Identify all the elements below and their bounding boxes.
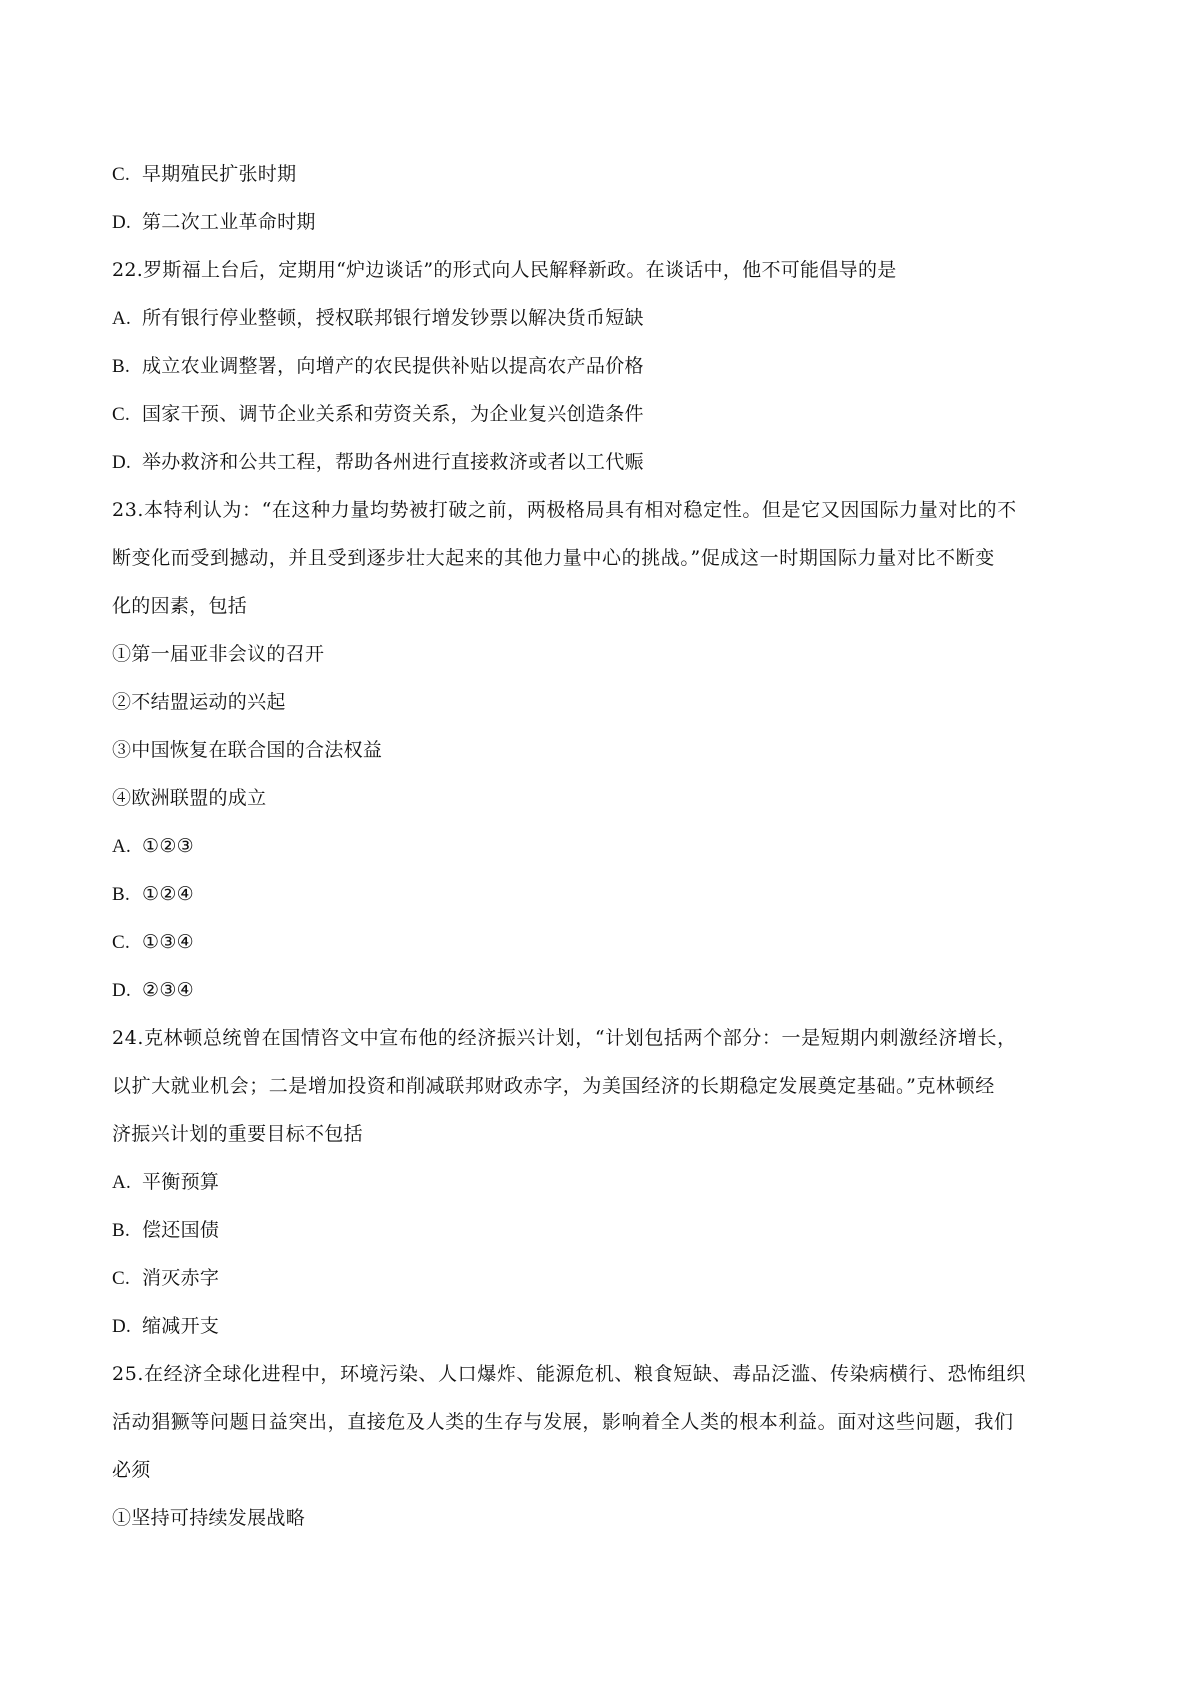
option-text: 国家干预、调节企业关系和劳资关系，为企业复兴创造条件	[142, 403, 644, 425]
q24-option-b	[112, 1206, 1092, 1254]
option-text: ①②③	[142, 835, 194, 857]
q24-stem-line-2: 以扩大就业机会；二是增加投资和削减联邦财政赤字，为美国经济的长期稳定发展奠定基础。”克林顿经	[112, 1075, 995, 1097]
option-text: ①③④	[142, 931, 194, 953]
q25-stem-line-3: 必须	[112, 1459, 151, 1481]
option-letter: A.	[112, 836, 132, 857]
option-letter: C.	[112, 932, 131, 953]
option-letter: A.	[112, 1172, 132, 1193]
option-letter: C.	[112, 164, 131, 185]
option-text: 偿还国债	[142, 1219, 220, 1241]
q23-stem-line-2: 断变化而受到撼动，并且受到逐步壮大起来的其他力量中心的挑战。”促成这一时期国际力量对比不断变	[112, 547, 995, 569]
q24-option-d	[112, 1302, 1092, 1350]
q22-stem: 22.罗斯福上台后，定期用“炉边谈话”的形式向人民解释新政。在谈话中，他不可能倡导的是	[112, 259, 897, 281]
q24-option-c	[112, 1254, 1092, 1302]
q24-option-a	[112, 1158, 1092, 1206]
option-letter: B.	[112, 1220, 131, 1241]
option-letter: B.	[112, 356, 131, 377]
option-text: 第二次工业革命时期	[142, 211, 316, 233]
option-text: ②③④	[142, 979, 194, 1001]
option-text: ①②④	[142, 883, 194, 905]
option-letter: D.	[112, 980, 132, 1001]
option-text: 所有银行停业整顿，授权联邦银行增发钞票以解决货币短缺	[142, 307, 644, 329]
question-content	[112, 150, 1092, 1542]
option-text: 早期殖民扩张时期	[142, 163, 297, 185]
option-text: 举办救济和公共工程，帮助各州进行直接救济或者以工代赈	[142, 451, 644, 473]
q23-item-4: ④欧洲联盟的成立	[112, 787, 267, 809]
q23-item-3: ③中国恢复在联合国的合法权益	[112, 739, 383, 761]
option-letter: C.	[112, 404, 131, 425]
option-letter: B.	[112, 884, 131, 905]
q23-option-a	[112, 822, 1092, 870]
q23-stem-line-1: 23.本特利认为：“在这种力量均势被打破之前，两极格局具有相对稳定性。但是它又因国际力量对比的不	[112, 499, 1017, 521]
q23-option-c	[112, 918, 1092, 966]
q22-option-b	[112, 342, 1092, 390]
q24-stem-line-3: 济振兴计划的重要目标不包括	[112, 1123, 363, 1145]
q23-stem-line-3: 化的因素，包括	[112, 595, 248, 617]
q23-item-2: ②不结盟运动的兴起	[112, 691, 286, 713]
option-letter: D.	[112, 212, 132, 233]
option-text: 消灭赤字	[142, 1267, 220, 1289]
option-letter: C.	[112, 1268, 131, 1289]
q23-item-1: ①第一届亚非会议的召开	[112, 643, 325, 665]
option-letter: D.	[112, 1316, 132, 1337]
q23-option-b	[112, 870, 1092, 918]
option-text: 缩减开支	[142, 1315, 220, 1337]
q24-stem-line-1: 24.克林顿总统曾在国情咨文中宣布他的经济振兴计划，“计划包括两个部分：一是短期内刺激经济增长，	[112, 1027, 1017, 1049]
q21-option-d	[112, 198, 1092, 246]
q22-option-d	[112, 438, 1092, 486]
q23-option-d	[112, 966, 1092, 1014]
option-letter: D.	[112, 452, 132, 473]
q22-option-a	[112, 294, 1092, 342]
option-text: 平衡预算	[142, 1171, 220, 1193]
q21-option-c	[112, 150, 1092, 198]
q22-option-c	[112, 390, 1092, 438]
q25-stem-line-2: 活动猖獗等问题日益突出，直接危及人类的生存与发展，影响着全人类的根本利益。面对这些问题，我们	[112, 1411, 1014, 1433]
q25-stem-line-1: 25.在经济全球化进程中，环境污染、人口爆炸、能源危机、粮食短缺、毒品泛滥、传染病横行、恐怖组织	[112, 1363, 1027, 1385]
option-text: 成立农业调整署，向增产的农民提供补贴以提高农产品价格	[142, 355, 644, 377]
q25-item-1: ①坚持可持续发展战略	[112, 1507, 306, 1529]
option-letter: A.	[112, 308, 132, 329]
